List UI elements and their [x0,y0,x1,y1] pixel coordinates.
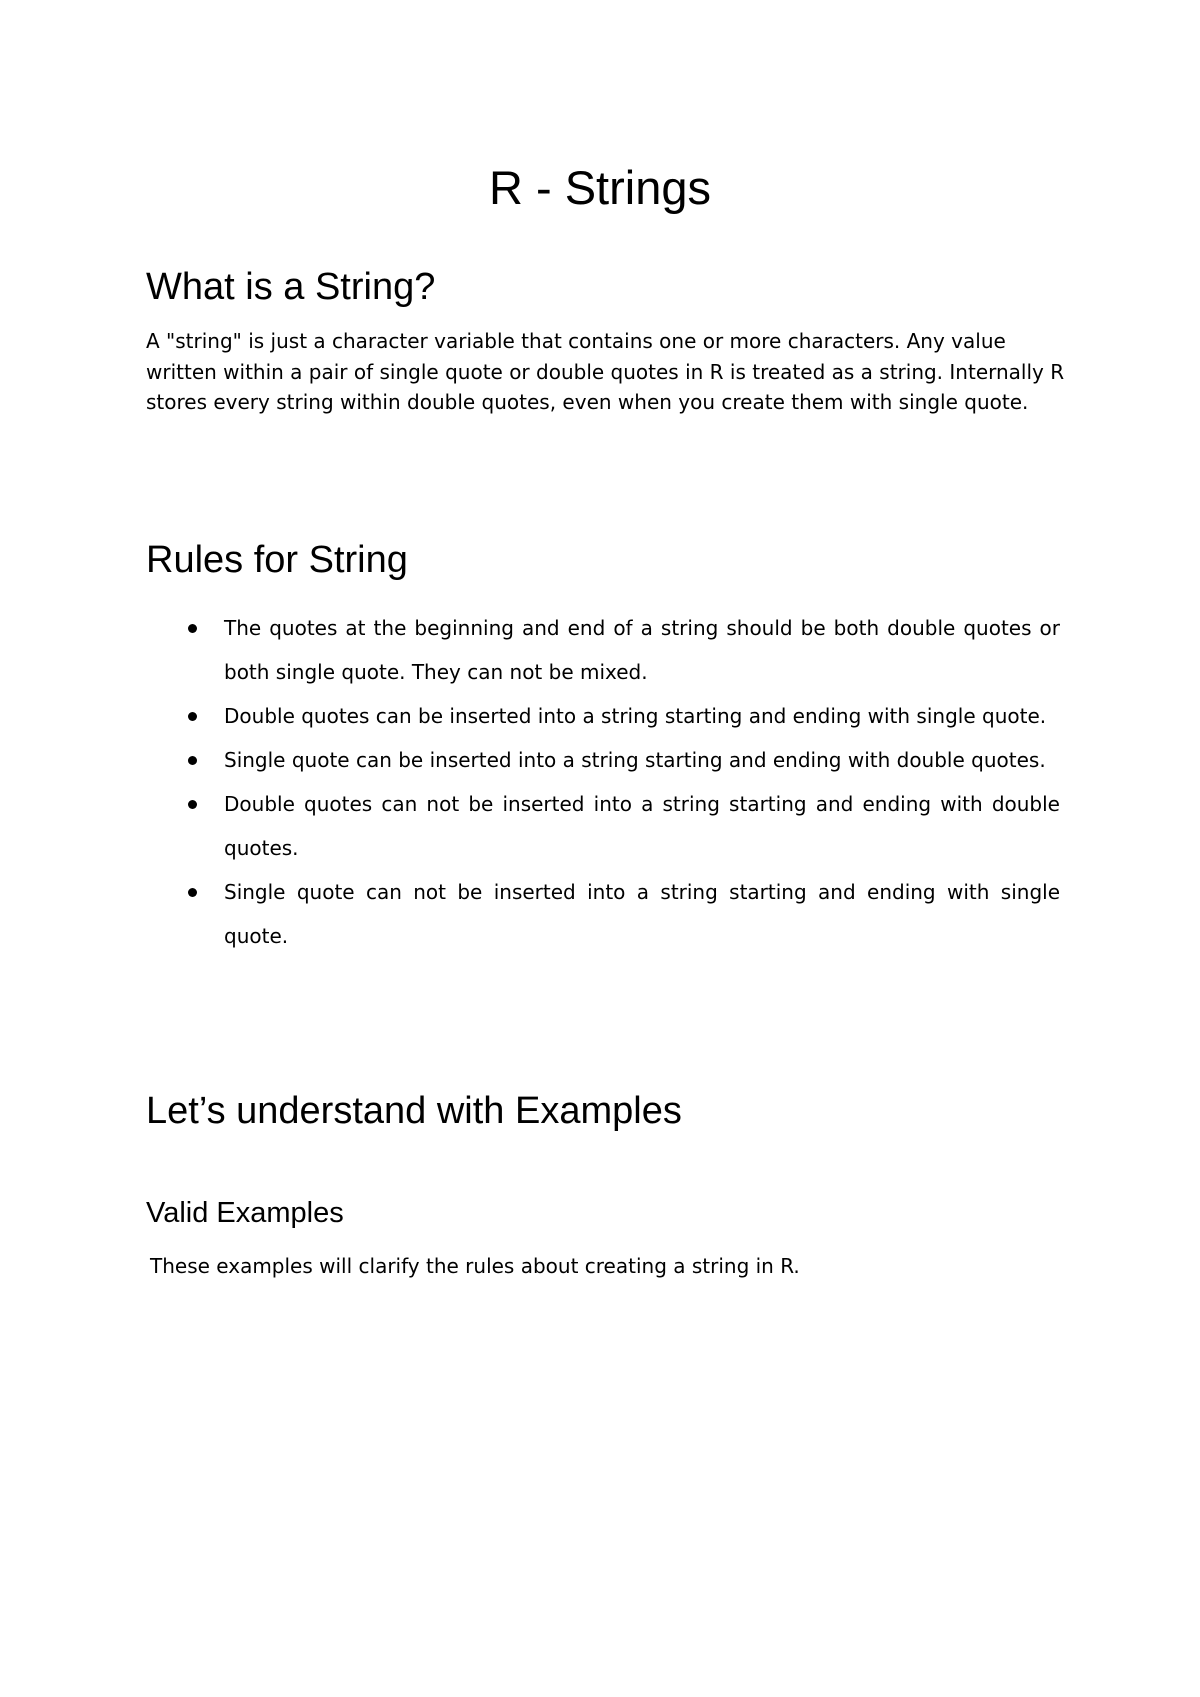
rule-text: Single quote can not be inserted into a string starting and ending with single quote. [224,880,1060,948]
rules-list [146,606,1060,958]
rule-item [146,606,1060,694]
rule-text: Double quotes can not be inserted into a string starting and ending with double quotes. [224,792,1060,860]
rule-text: Single quote can be inserted into a string starting and ending with double quotes. [224,748,1046,772]
rule-item [146,870,1060,958]
rule-item [146,782,1060,870]
bullet-icon [188,888,197,897]
rule-item [146,694,1060,738]
document-title: R - Strings [489,161,711,214]
intro-paragraph: A "string" is just a character variable that contains one or more characters. Any value written within a pair of single quote or double quotes in R is treated as a string. Internally R stores every string within double quotes, even when you create them with single quote. [146,329,1065,414]
rule-text: The quotes at the beginning and end of a string should be both double quotes or both single quote. They can not be mixed. [224,616,1060,684]
heading-understand-with-examples: Let’s understand with Examples [146,1090,682,1132]
heading-rules-for-string: Rules for String [146,539,408,581]
rule-item [146,738,1060,782]
bullet-icon [188,800,197,809]
bullet-icon [188,624,197,633]
bullet-icon [188,712,197,721]
bullet-icon [188,756,197,765]
valid-examples-paragraph: These examples will clarify the rules about creating a string in R. [150,1254,800,1278]
rule-text: Double quotes can be inserted into a string starting and ending with single quote. [224,704,1047,728]
heading-what-is-a-string: What is a String? [146,266,436,308]
heading-valid-examples: Valid Examples [146,1197,344,1229]
